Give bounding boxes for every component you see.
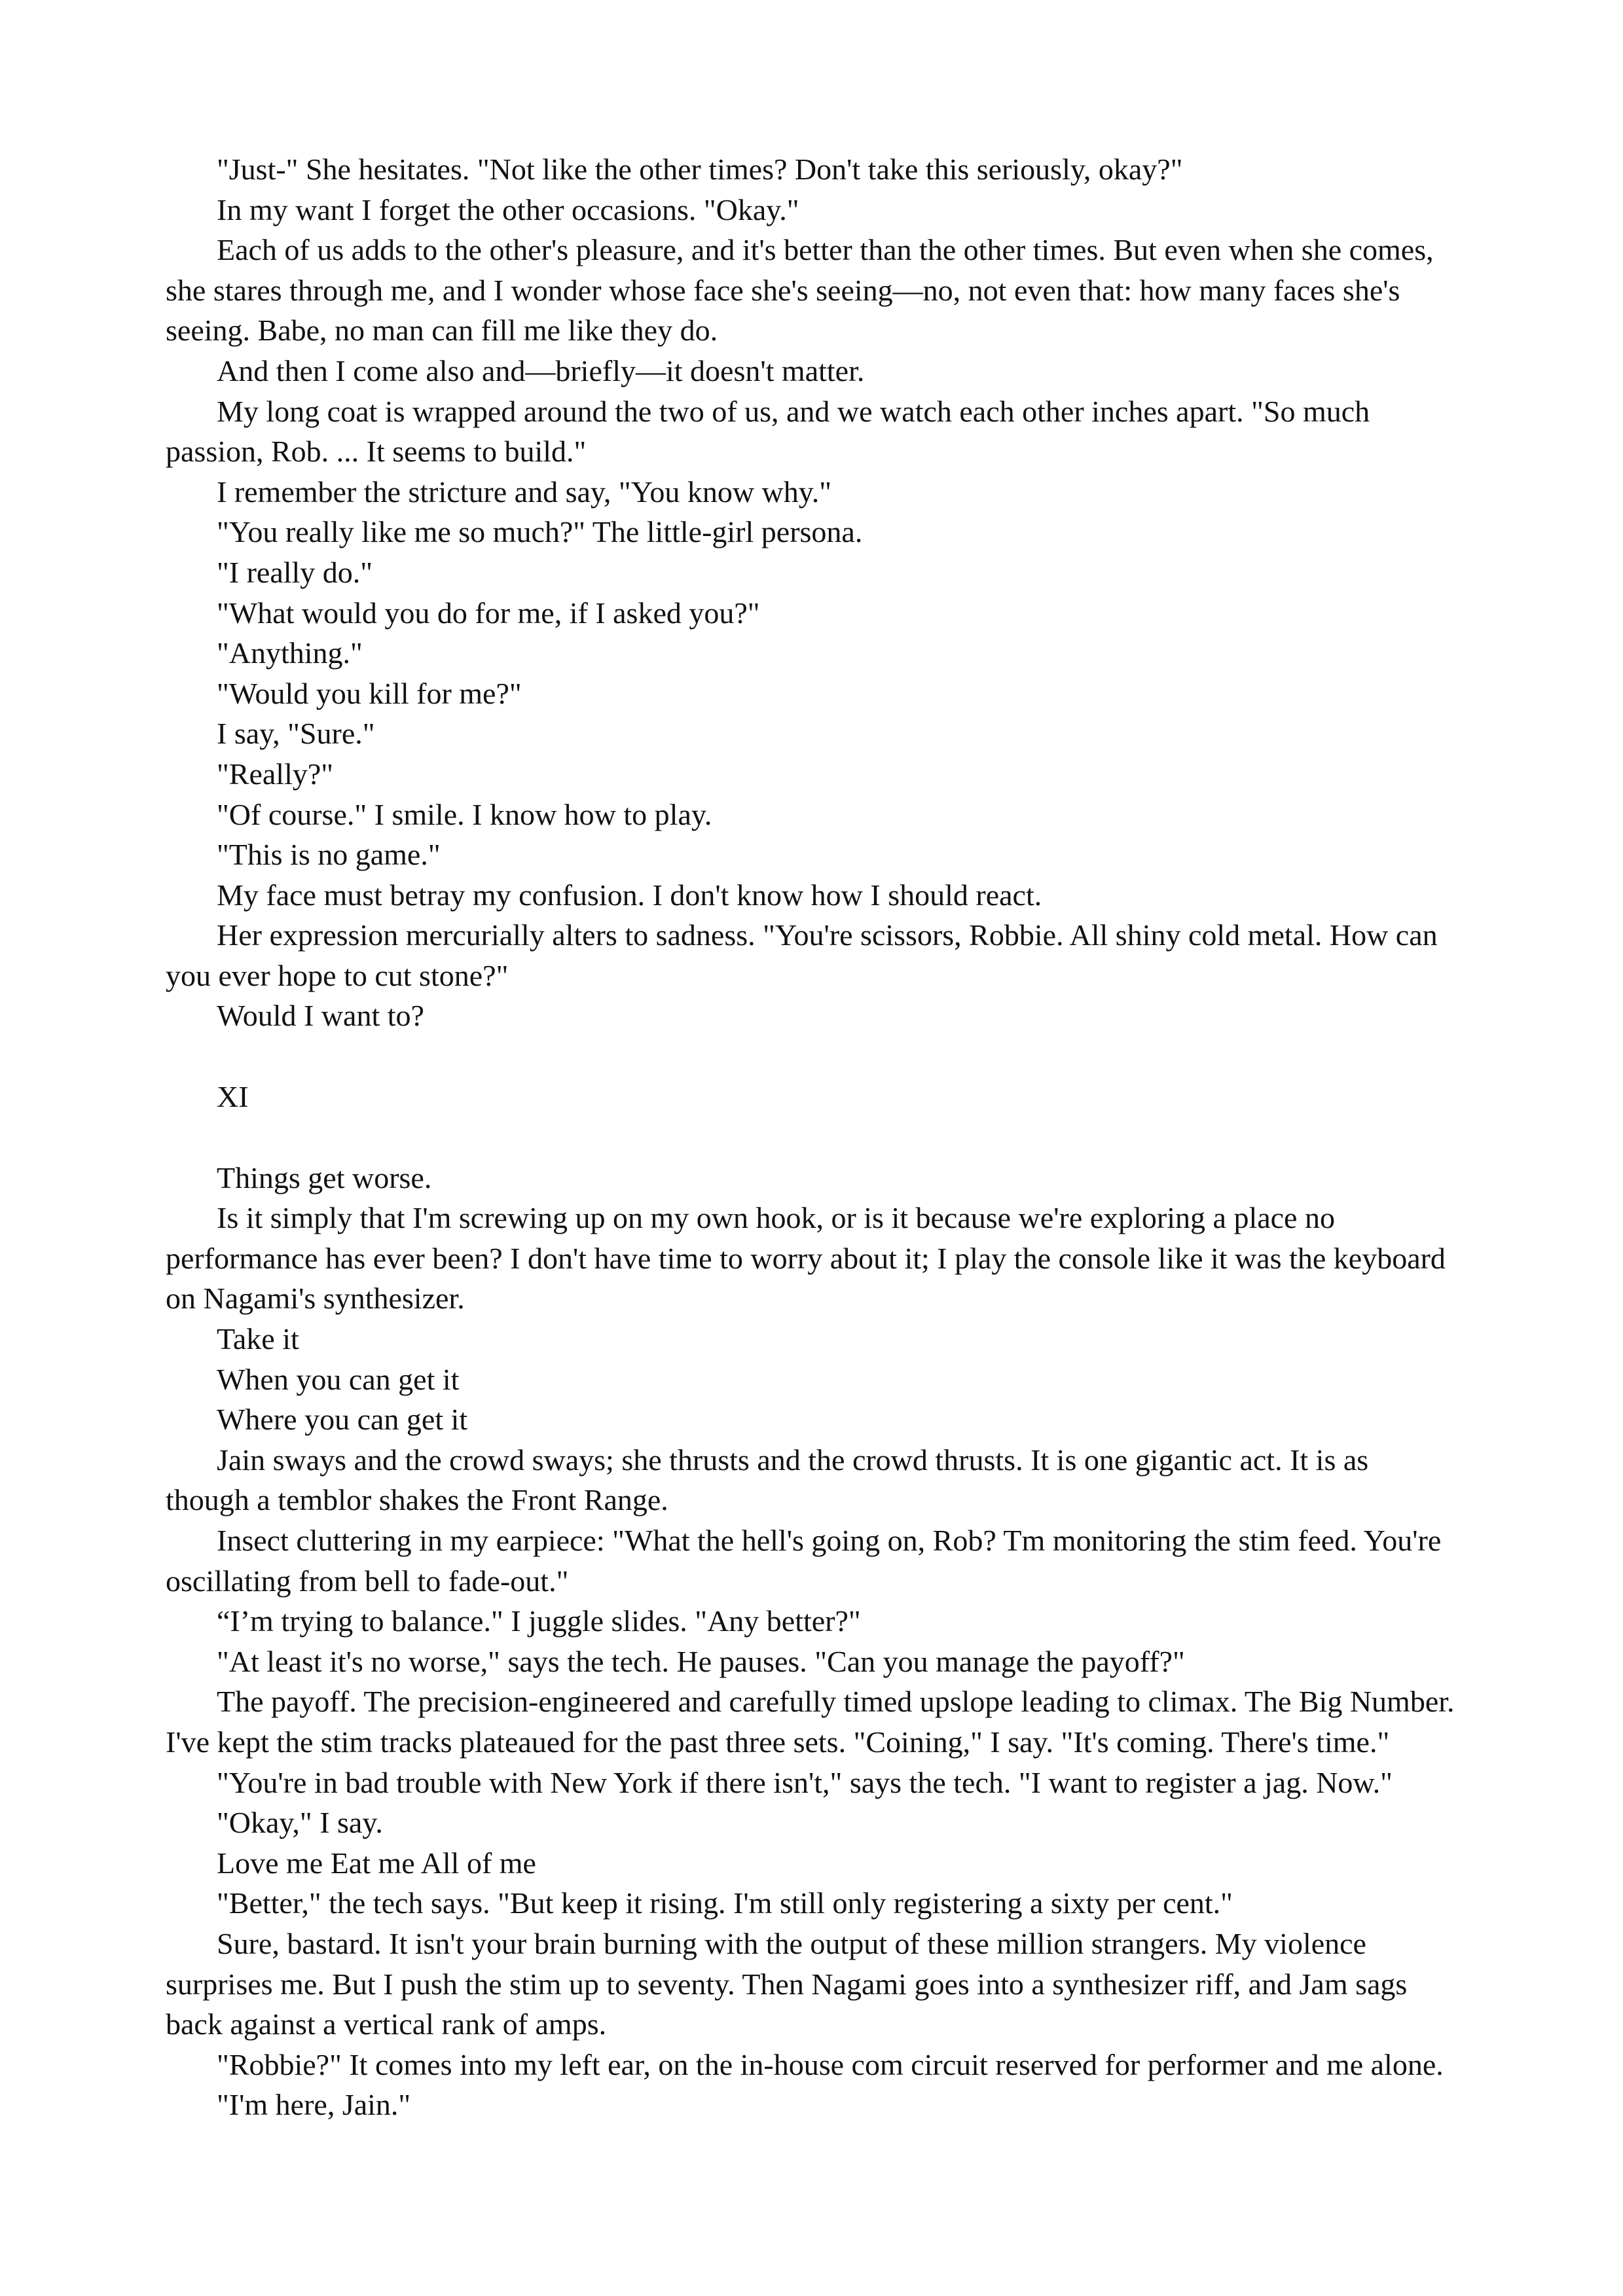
paragraph: "At least it's no worse," says the tech. He pauses. "Can you manage the payoff?" [217,1644,1185,1678]
paragraph: "Robbie?" It comes into my left ear, on the in-house com circuit reserved for performer and me alone. [217,2047,1444,2081]
paragraph: Things get worse. [217,1160,432,1194]
paragraph: "Okay," I say. [217,1806,383,1840]
paragraph: My long coat is wrapped around the two of us, and we watch each other inches apart. "So much passion, Rob. ... It seems to build." [166,394,1370,469]
paragraph: "You really like me so much?" The little-girl persona. [217,515,863,549]
paragraph: I say, "Sure." [217,717,375,751]
paragraph: Sure, bastard. It isn't your brain burning with the output of these million strangers. My violence surprises me. But I push the stim up to seventy. Then Nagami goes into a synthesizer riff, and Jam sags back against a vertical rank of amps. [166,1926,1408,2041]
lyric-line: Love me Eat me All of me [217,1846,536,1880]
paragraph: Is it simply that I'm screwing up on my own hook, or is it because we're exploring a place no performance has ever been? I don't have time to worry about it; I play the console like it was the keyboard on Nagami's synthesizer. [166,1201,1446,1316]
paragraph: "Would you kill for me?" [217,676,522,710]
paragraph: My face must betray my confusion. I don't know how I should react. [217,878,1042,912]
paragraph: And then I come also and—briefly—it doesn't matter. [217,353,865,387]
paragraph: "Really?" [217,757,334,791]
paragraph: "Better," the tech says. "But keep it rising. I'm still only registering a sixty per cent." [217,1886,1233,1920]
lyric-line: Take it [217,1322,299,1356]
document-page [166,149,1457,2125]
paragraph: Would I want to? [217,999,424,1033]
paragraph: "What would you do for me, if I asked you?" [217,596,760,630]
paragraph: “I’m trying to balance." I juggle slides. "Any better?" [217,1604,861,1638]
paragraph: Insect cluttering in my earpiece: "What the hell's going on, Rob? Tm monitoring the stim feed. You're oscillating from bell to fade-out." [166,1524,1442,1598]
paragraph: "I'm here, Jain." [217,2088,411,2122]
lyric-line: Where you can get it [217,1403,468,1437]
section-heading: XI [217,1080,249,1114]
paragraph: Jain sways and the crowd sways; she thrusts and the crowd thrusts. It is one gigantic act. It is as though a temblor shakes the Front Range. [166,1443,1369,1517]
paragraph: "Anything." [217,636,363,670]
paragraph: "This is no game." [217,838,441,872]
paragraph: I remember the stricture and say, "You know why." [217,475,832,509]
paragraph: "Of course." I smile. I know how to play. [217,797,712,831]
paragraph: In my want I forget the other occasions. "Okay." [217,192,799,226]
lyric-line: When you can get it [217,1362,460,1396]
paragraph: "I really do." [217,555,373,589]
paragraph: The payoff. The precision-engineered and carefully timed upslope leading to climax. The Big Number. I've kept the stim tracks plateaued for the past three sets. "Coining," I say. "It's coming. There's time." [166,1685,1455,1759]
paragraph: "You're in bad trouble with New York if there isn't," says the tech. "I want to register a jag. Now." [217,1765,1393,1799]
paragraph: Her expression mercurially alters to sadness. "You're scissors, Robbie. All shiny cold metal. How can you ever hope to cut stone?" [166,918,1438,992]
paragraph: "Just-" She hesitates. "Not like the other times? Don't take this seriously, okay?" [217,152,1183,186]
paragraph: Each of us adds to the other's pleasure, and it's better than the other times. But even when she comes, she stares through me, and I wonder whose face she's seeing—no, not even that: how many faces she's seeing. Babe, no man can fill me like they do. [166,233,1434,348]
